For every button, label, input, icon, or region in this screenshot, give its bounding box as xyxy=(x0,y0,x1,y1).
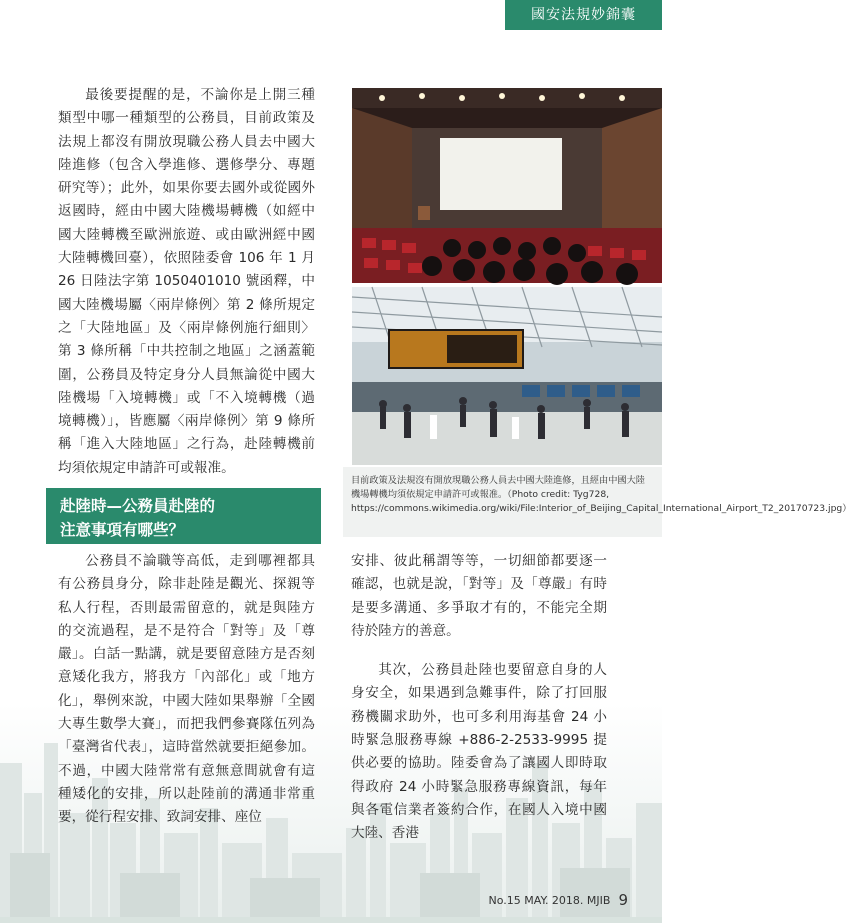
section-banner: 國安法規妙錦囊 xyxy=(505,0,662,30)
article-column-3 xyxy=(351,550,607,846)
issue-label: No.15 MAY. 2018. MJIB xyxy=(488,894,611,907)
article-column-1 xyxy=(58,84,315,480)
article-paragraph-2: 公務員不論職等高低，走到哪裡都具有公務員身分，除非赴陸是觀光、探親等私人行程，否則最需留意的，就是與陸方的交流過程，是不是符合「對等」及「尊嚴」。白話一點講，就是要留意陸方是否刻意矮化我方，將我方「內部化」或「地方化」，舉例來說，中國大陸如果舉辦「全國大專生數學大賽」，而把我們參賽隊伍列為「臺灣省代表」，這時當然就要拒絕參加。不過，中國大陸常常有意無意間就會有這種矮化的安排，所以赴陸前的溝通非常重要，從行程安排、致詞安排、座位 xyxy=(58,553,315,826)
photo-caption: 目前政策及法規沒有開放現職公務人員去中國大陸進修，且經由中國大陸機場轉機均須依規定申請許可或報准。（Photo credit: Tyg728, https://commons.wikimedia.org/wiki/File:Interior_of_Beijing_Capital_International_Airport_T2_20170723.jpg） xyxy=(343,467,662,537)
footer-bar xyxy=(0,917,662,923)
page-footer xyxy=(489,891,628,909)
article-column-2 xyxy=(58,550,315,830)
article-paragraph-4: 其次，公務員赴陸也要留意自身的人身安全，如果遇到急難事件，除了打回服務機關求助外，也可多利用海基會 24 小時緊急服務專線 +886-2-2533-9995 提供必要的協助。陸委會為了讓國人即時取得政府 24 小時緊急服務專線資訊，每年與各電信業者簽約合作，在國人入境中國大陸、香港 xyxy=(351,662,607,842)
section-heading-line-1: 赴陸時—公務員赴陸的 xyxy=(60,497,216,515)
page-number: 9 xyxy=(618,891,628,909)
section-heading xyxy=(46,488,321,544)
article-paragraph-1: 最後要提醒的是，不論你是上開三種類型中哪一種類型的公務員，目前政策及法規上都沒有開放現職公務人員去中國大陸進修（包含入學進修、選修學分、專題研究等）；此外，如果你要去國外或從國外返國時，經由中國大陸機場轉機（如經中國大陸轉機至歐洲旅遊、或由歐洲經中國大陸轉機回臺），依照陸委會 106 年 1 月 26 日陸法字第 1050401010 號函釋，中國大陸機場屬〈兩岸條例〉第 2 條所規定之「大陸地區」及〈兩岸條例施行細則〉第 3 條所稱「中共控制之地區」之涵蓋範圍，公務員及特定身分人員無論從中國大陸機場「入境轉機」或「不入境轉機（過境轉機）」，皆應屬〈兩岸條例〉第 9 條所稱「進入大陸地區」之行為，赴陸轉機前均須依規定申請許可或報准。 xyxy=(58,87,315,476)
section-heading-line-2: 注意事項有哪些？ xyxy=(60,521,185,539)
article-paragraph-3: 安排、彼此稱謂等等，一切細節都要逐一確認，也就是說，「對等」及「尊嚴」有時是要多溝通、多爭取才有的，不能完全期待於陸方的善意。 xyxy=(351,553,607,639)
photo-lecture-hall xyxy=(352,88,662,283)
photo-airport-terminal xyxy=(352,287,662,465)
